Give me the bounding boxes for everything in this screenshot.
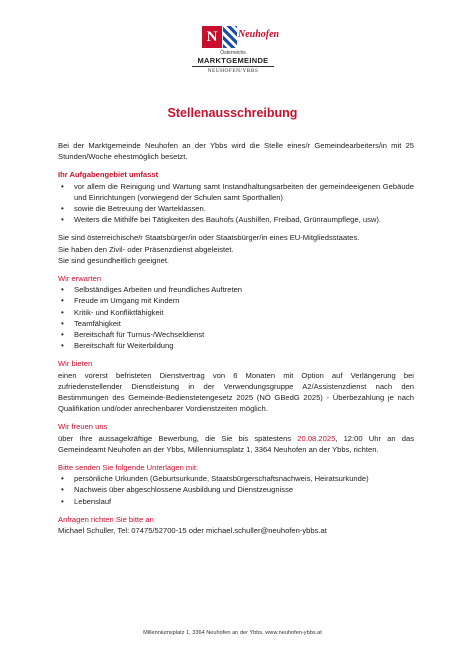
page-title: Stellenausschreibung (167, 106, 298, 120)
list-item: • Selbständiges Arbeiten und freundliches Auftreten (58, 284, 414, 295)
offer-paragraph: einen vorerst befristeten Dienstvertrag von 6 Monaten mit Option auf Verlängerung bei zufriedenstellender Dienstleistung in der Verwendungsgruppe A2/Assistenzdienst nach den Bestimmungen des Gemeinde-Bedienstetengesetz 2025 (NÖ GBedG 2025) - Überbezahlung je nach Qualifikation und/oder anrechenbarer Vordienstzeiten möglich. (58, 370, 414, 414)
requirement-line: Sie sind gesundheitlich geeignet. (58, 255, 170, 265)
deadline-date: 20.08.2025 (297, 433, 336, 443)
offer-heading: Wir bieten (58, 359, 93, 369)
logo-line2: MARKTGEMEINDE (197, 56, 269, 65)
list-item: • Bereitschaft für Turnus-/Wechseldienst (58, 329, 414, 340)
list-item: • Weiters die Mithilfe bei Tätigkeiten des Bauhofs (Aushilfen, Freibad, Grünraumpflege, usw). (58, 214, 414, 225)
logo-mark: N (206, 29, 218, 45)
expect-list (58, 284, 414, 351)
logo-line1: Österreichs (220, 50, 246, 56)
documents-list (58, 473, 414, 507)
apply-text-after: , 12:00 Uhr an das Gemeindeamt Neuhofen an der Ybbs, Millenniumsplatz 1, 3364 Neuhofen an der Ybbs, richten. (58, 433, 414, 454)
list-item: • vor allem die Reinigung und Wartung samt Instandhaltungsarbeiten der gemeindeeigenen Gebäude und Einrichtungen (vorwiegend der Schulen samt Sporthallen) (58, 181, 414, 203)
logo-line3: NEUHOFEN/YBBS (207, 68, 259, 74)
tasks-list (58, 181, 414, 226)
coat-of-arms-icon (200, 26, 280, 48)
list-item: • Bereitschaft für Weiterbildung (58, 340, 414, 351)
page-footer: Millenniumsplatz 1, 3364 Neuhofen an der Ybbs, www.neuhofen-ybbs.at (143, 630, 322, 636)
list-item: • Nachweis über abgeschlossene Ausbildung und Dienstzeugnisse (58, 484, 414, 495)
contact-heading: Anfragen richten Sie bitte an (58, 514, 154, 524)
intro-paragraph: Bei der Marktgemeinde Neuhofen an der Ybbs wird die Stelle eines/r Gemeindearbeiters/in mit 25 Stunden/Woche ehestmöglich besetzt. (58, 141, 414, 162)
list-item: • Lebenslauf (58, 496, 414, 507)
logo-script: Neuhofen (238, 29, 280, 40)
list-item: • persönliche Urkunden (Geburtsurkunde, Staatsbürgerschaftsnachweis, Heiratsurkunde) (58, 473, 414, 484)
apply-heading: Wir freuen uns (58, 422, 108, 432)
requirement-line: Sie haben den Zivil- oder Präsenzdienst abgeleistet. (58, 244, 234, 254)
tasks-heading: Ihr Aufgabengebiet umfasst (58, 170, 159, 180)
list-item: • Teamfähigkeit (58, 318, 414, 329)
list-item: • sowie die Betreuung der Warteklassen. (58, 203, 414, 214)
list-item: • Kritik- und Konfliktfähigkeit (58, 307, 414, 318)
documents-heading: Bitte senden Sie folgende Unterlagen mit: (58, 463, 199, 473)
list-item: • Freude im Umgang mit Kindern (58, 295, 414, 306)
document-body (58, 140, 414, 536)
municipality-logo (188, 26, 278, 75)
contact-line: Michael Schuller, Tel: 07475/52700-15 oder michael.schuller@neuhofen-ybbs.at (58, 526, 327, 536)
apply-text-before: über Ihre aussagekräftige Bewerbung, die Sie bis spätestens (58, 433, 298, 443)
expect-heading: Wir erwarten (58, 274, 102, 284)
apply-paragraph (58, 433, 414, 455)
requirement-line: Sie sind österreichische/r Staatsbürger/in oder Staatsbürger/in eines EU-Mitgliedsstaates. (58, 233, 360, 243)
